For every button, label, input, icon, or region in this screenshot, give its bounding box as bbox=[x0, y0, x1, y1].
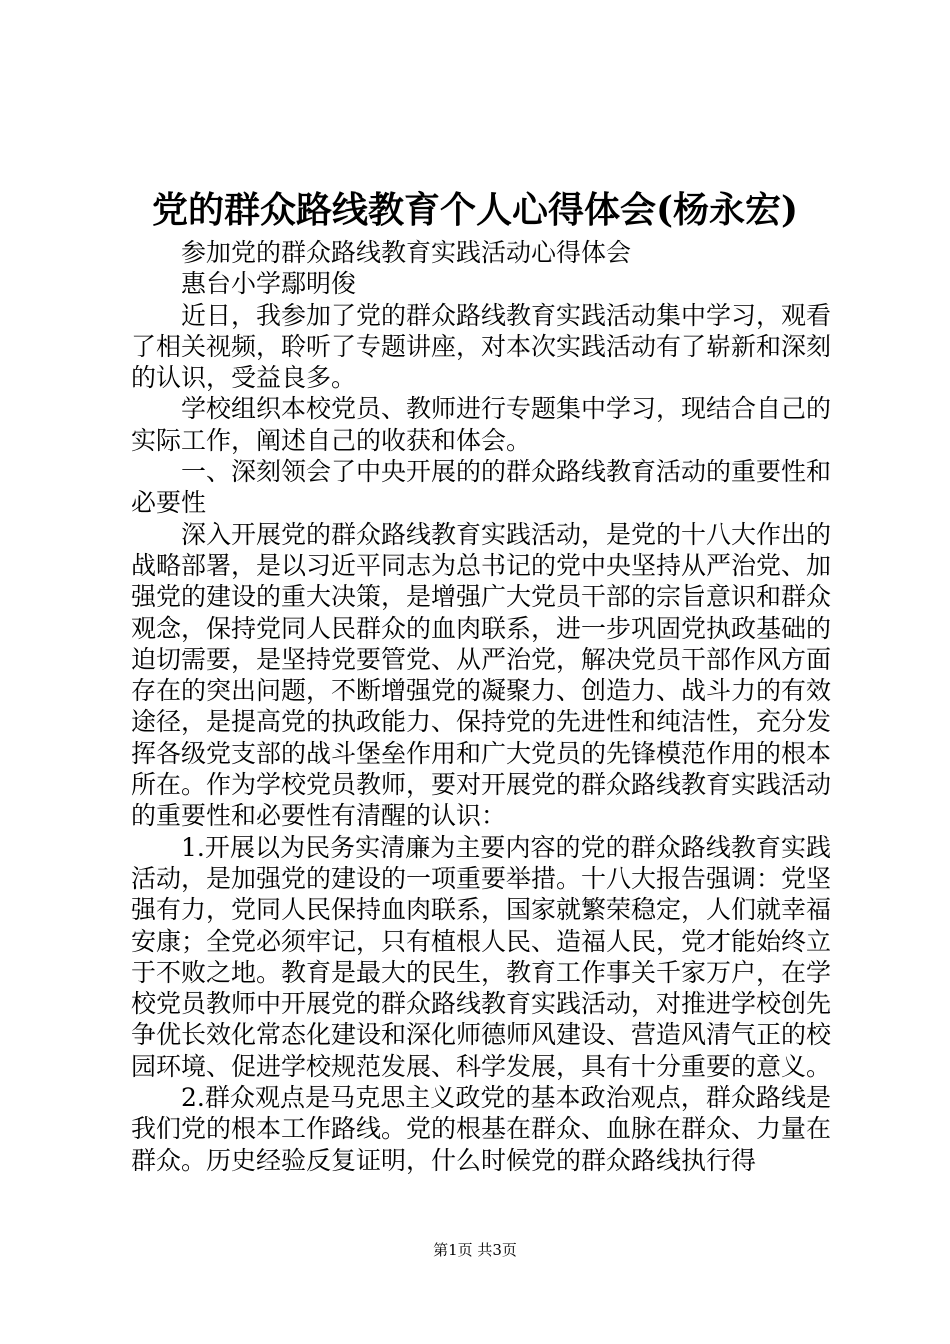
document-subtitle: 参加党的群众路线教育实践活动心得体会 bbox=[181, 238, 632, 267]
paragraph: 2.群众观点是马克思主义政党的基本政治观点，群众路线是我们党的根本工作路线。党的根基在群众、血脉在群众、力量在群众。历史经验反复证明，什么时候党的群众路线执行得 bbox=[131, 1083, 832, 1175]
paragraph: 1.开展以为民务实清廉为主要内容的党的群众路线教育实践活动，是加强党的建设的一项重要举措。十八大报告强调：党坚强有力，党同人民保持血肉联系，国家就繁荣稳定，人们就幸福安康；全党必须牢记，只有植根人民、造福人民，党才能始终立于不败之地。教育是最大的民生，教育工作事关千家万户，在学校党员教师中开展党的群众路线教育实践活动，对推进学校创先争优长效化常态化建设和深化师德师风建设、营造风清气正的校园环境、促进学校规范发展、科学发展，具有十分重要的意义。 bbox=[131, 832, 832, 1081]
paragraph: 深入开展党的群众路线教育实践活动，是党的十八大作出的战略部署，是以习近平同志为总书记的党中央坚持从严治党、加强党的建设的重大决策，是增强广大党员干部的宗旨意识和群众观念，保持党同人民群众的血肉联系，进一步巩固党执政基础的迫切需要，是坚持党要管党、从严治党，解决党员干部作风方面存在的突出问题，不断增强党的凝聚力、创造力、战斗力的有效途径，是提高党的执政能力、保持党的先进性和纯洁性，充分发挥各级党支部的战斗堡垒作用和广大党员的先锋模范作用的根本所在。作为学校党员教师，要对开展党的群众路线教育实践活动的重要性和必要性有清醒的认识： bbox=[131, 519, 832, 831]
document-author: 惠台小学鄢明俊 bbox=[181, 269, 357, 299]
document-body bbox=[131, 237, 831, 1176]
section-heading: 一、深刻领会了中央开展的的群众路线教育活动的重要性和必要性 bbox=[131, 457, 832, 518]
document-title: 党的群众路线教育个人心得体会(杨永宏) bbox=[151, 189, 799, 231]
paragraph: 学校组织本校党员、教师进行专题集中学习，现结合自己的实际工作，阐述自己的收获和体会。 bbox=[131, 394, 832, 455]
page-number-footer: 第1页 共3页 bbox=[433, 1241, 517, 1259]
paragraph: 近日，我参加了党的群众路线教育实践活动集中学习，观看了相关视频，聆听了专题讲座，对本次实践活动有了崭新和深刻的认识，受益良多。 bbox=[131, 300, 832, 393]
